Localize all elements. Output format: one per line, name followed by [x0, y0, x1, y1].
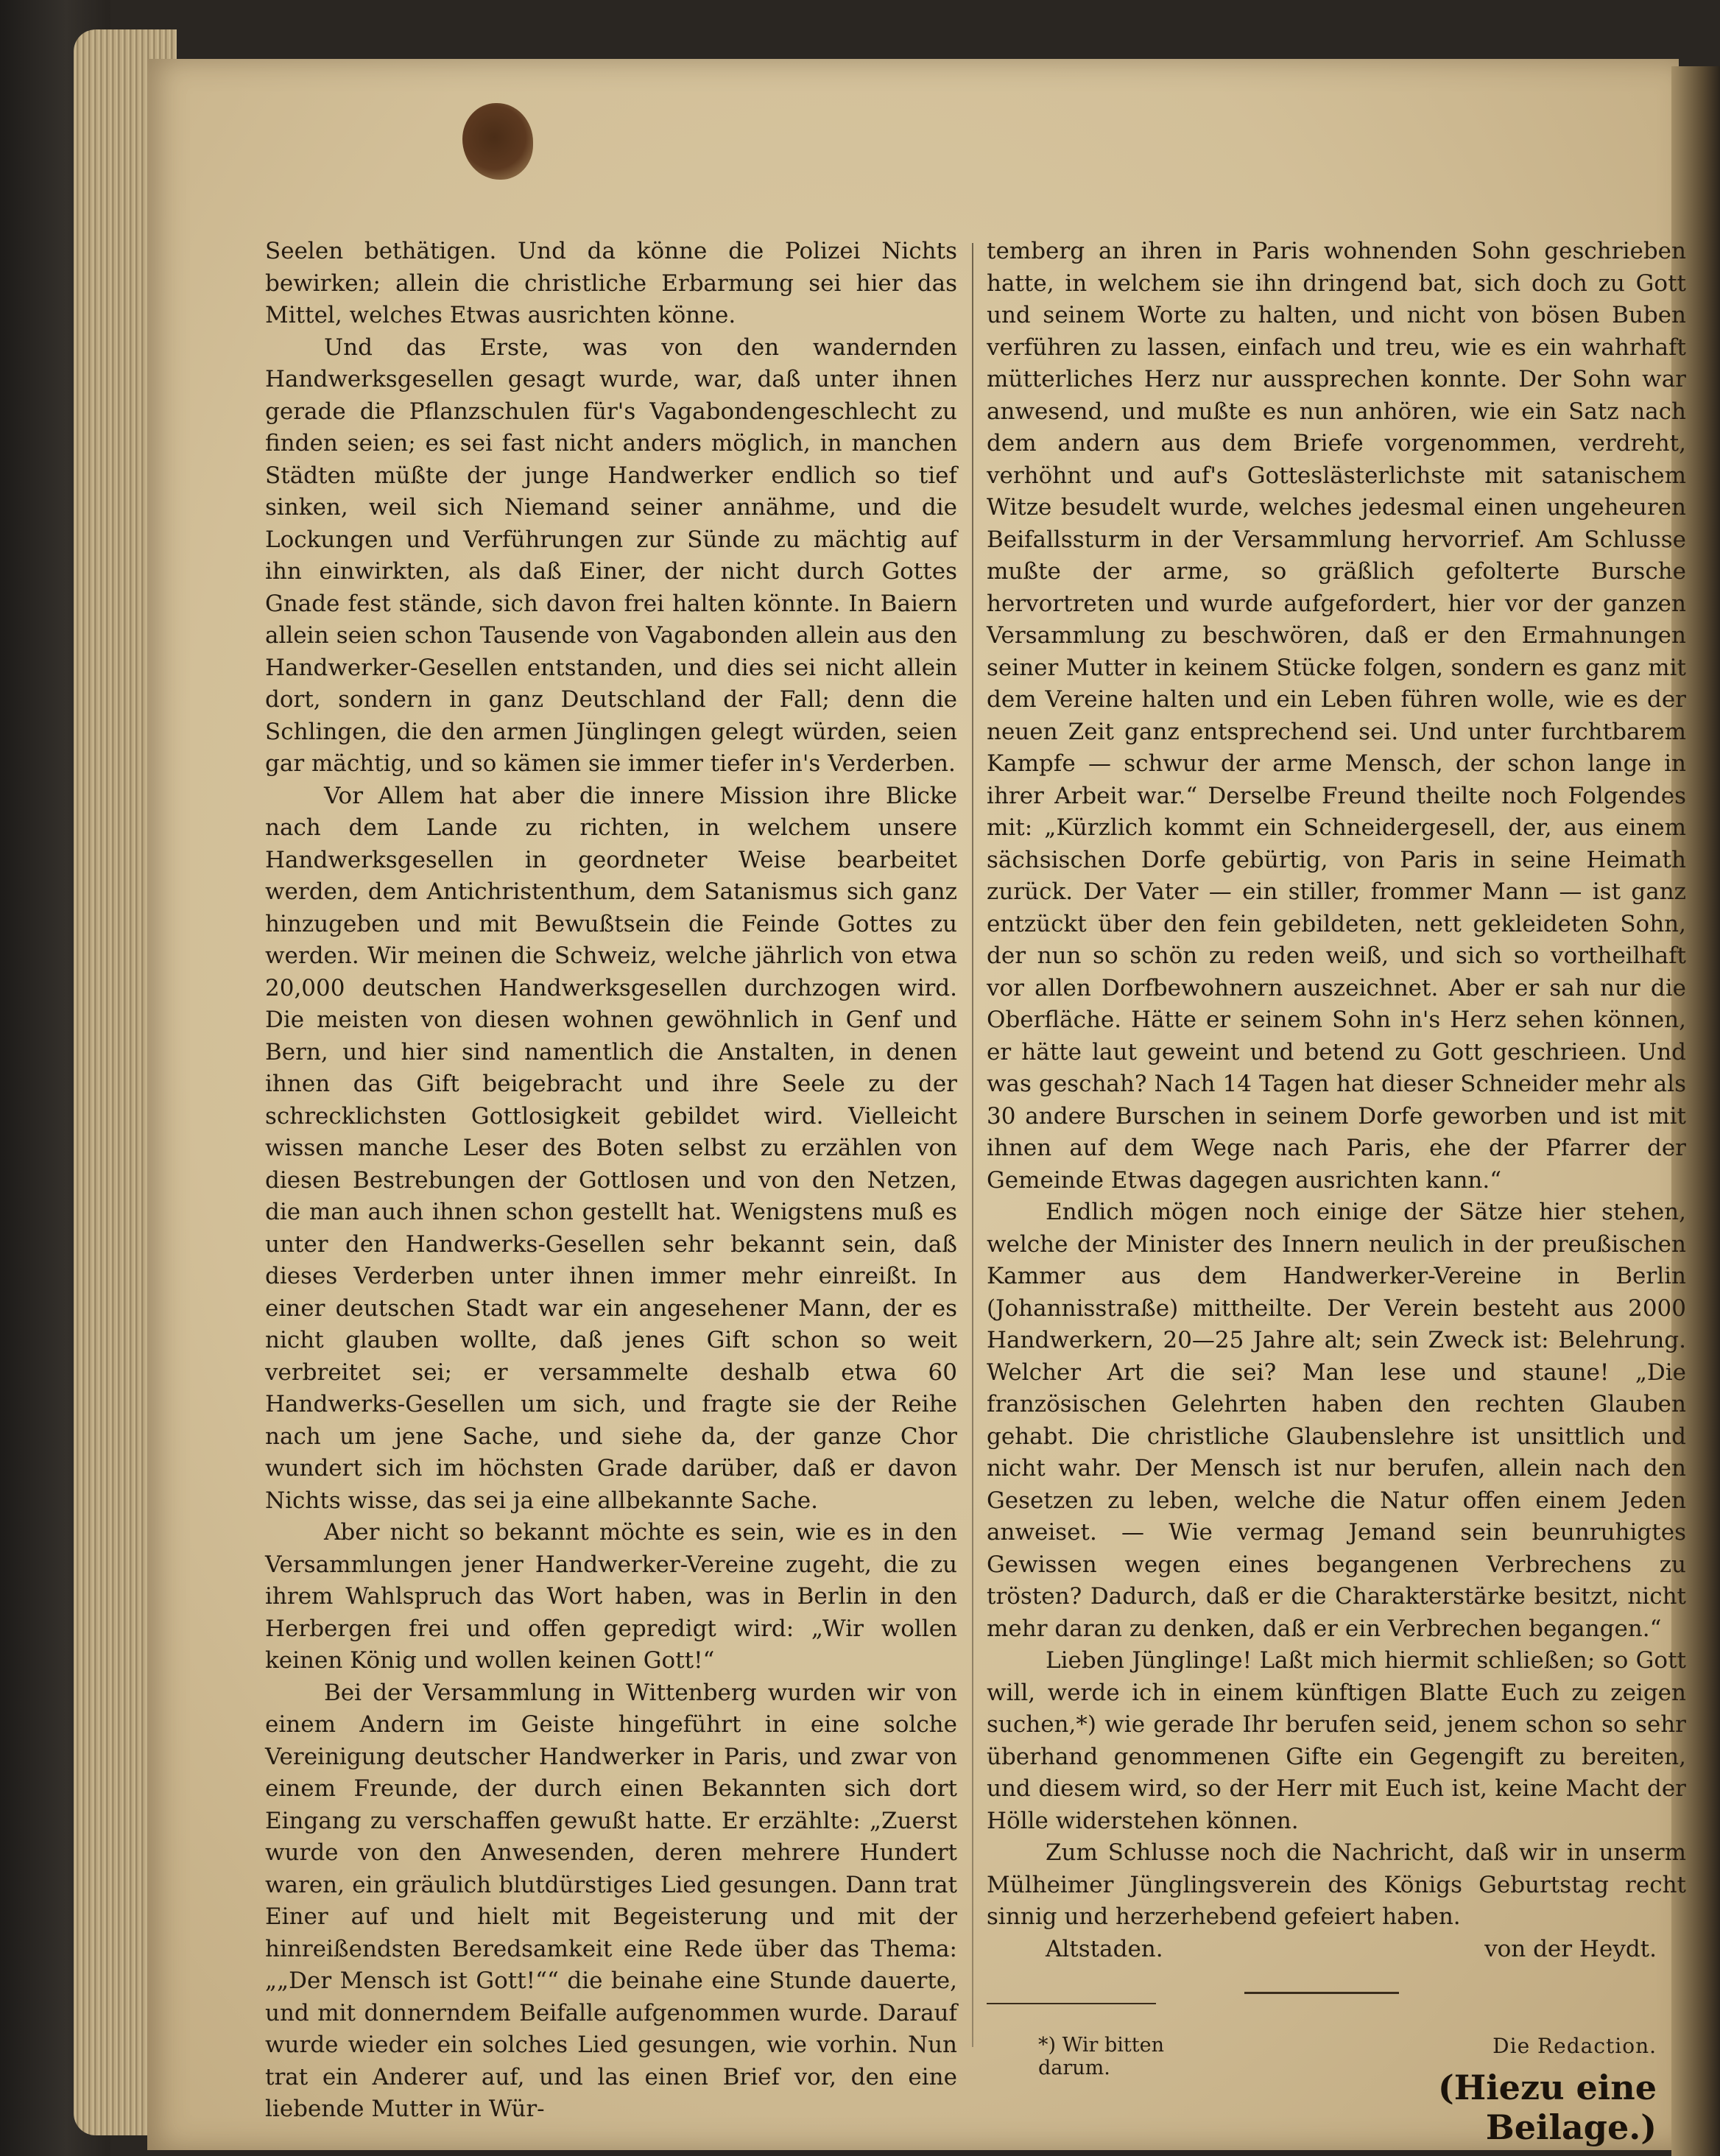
signature-rule	[1244, 1992, 1399, 1994]
right-column	[987, 236, 1686, 2023]
signature-line	[987, 1934, 1686, 1966]
signature-place: Altstaden.	[1046, 1935, 1163, 1962]
footnote-rule	[987, 2003, 1156, 2004]
left-paragraph: Vor Allem hat aber die innere Mission ihre Blicke nach dem Lande zu richten, in welchem unsere Handwerksgesellen in geordneter Weise bearbeitet werden, dem Antichristenthum, dem Satanismus sich ganz hinzugeben und mit Bewußtsein die Feinde Gottes zu werden. Wir meinen die Schweiz, welche jährlich von etwa 20,000 deutschen Handwerksgesellen durchzogen wird. Die meisten von diesen wohnen gewöhnlich in Genf und Bern, und hier sind namentlich die Anstalten, in denen ihnen das Gift beigebracht und ihre Seele zu der schrecklichsten Gottlosigkeit gebildet wird. Vielleicht wissen manche Leser des Boten selbst zu erzählen von diesen Bestrebungen der Gottlosen und von den Netzen, die man auch ihnen schon gestellt hat. Wenigstens muß es unter den Handwerks-Gesellen sehr bekannt sein, daß dieses Verderben unter ihnen immer mehr einreißt. In einer deutschen Stadt war ein angesehener Mann, der es nicht glauben wollte, daß jenes Gift schon so weit verbreitet sei; er versammelte deshalb etwa 60 Handwerks-Gesellen um sich, und fragte sie der Reihe nach um jene Sache, und siehe da, der ganze Chor wundert sich im höchsten Grade darüber, daß er davon Nichts wisse, das sei ja eine allbekannte Sache.	[265, 782, 957, 1514]
right-paragraph: Zum Schlusse noch die Nachricht, daß wir in unserm Mülheimer Jünglingsverein des Königs Geburtstag recht sinnig und herzerhebend gefeiert haben.	[987, 1839, 1686, 1930]
right-paragraph: Endlich mögen noch einige der Sätze hier stehen, welche der Minister des Innern neulich in der preußischen Kammer aus dem Handwerker-Vereine in Berlin (Johannisstraße) mittheilte. Der Verein besteht aus 2000 Handwerkern, 20—25 Jahre alt; sein Zweck ist: Belehrung. Welcher Art die sei? Man lese und staune! „Die französischen Gelehrten haben den rechten Glauben gehabt. Die christliche Glaubenslehre ist unsittlich und nicht wahr. Der Mensch ist nur berufen, allein nach den Gesetzen zu leben, welche die Natur offen einem Jeden anweiset. — Wie vermag Jemand sein beunruhigtes Gewissen wegen eines begangenen Verbrechens zu trösten? Dadurch, daß er die Charakterstärke besitzt, nicht mehr daran zu denken, daß er ein Verbrechen begangen.“	[987, 1199, 1686, 1642]
left-paragraph: Und das Erste, was von den wandernden Handwerksgesellen gesagt wurde, war, daß unter ihnen gerade die Pflanzschulen für's Vagabondengeschlecht zu finden seien; es sei fast nicht anders möglich, in manchen Städten müßte der junge Handwerker endlich so tief sinken, weil sich Niemand seiner annähme, und die Lockungen und Verführungen zur Sünde zu mächtig auf ihn einwirkten, als daß Einer, der nicht durch Gottes Gnade fest stände, sich davon frei halten könnte. In Baiern allein seien schon Tausende von Vagabonden allein aus den Handwerker-Gesellen entstanden, und dies sei nicht allein dort, sondern in ganz Deutschland der Fall; denn die Schlingen, die den armen Jünglingen gelegt würden, seien gar mächtig, und so kämen sie immer tiefer in's Verderben.	[265, 334, 957, 777]
redaction-credit: Die Redaction.	[1492, 2034, 1657, 2058]
left-paragraph: Seelen bethätigen. Und da könne die Polizei Nichts bewirken; allein die christliche Erbarmung sei hier das Mittel, welches Etwas ausrichten könne.	[265, 238, 957, 328]
left-paragraph: Bei der Versammlung in Wittenberg wurden wir von einem Andern im Geiste hingeführt in eine solche Vereinigung deutscher Handwerker in Paris, und zwar von einem Freunde, der durch einen Bekannten sich dort Eingang zu verschaffen gewußt hatte. Er erzählte: „Zuerst wurde von den Anwesenden, deren mehrere Hundert waren, ein gräulich blutdürstiges Lied gesungen. Dann trat Einer auf und hielt mit Begeisterung und mit der hinreißendsten Beredsamkeit eine Rede über das Thema: „„Der Mensch ist Gott!““ die beinahe eine Stunde dauerte, und mit donnerndem Beifalle aufgenommen wurde. Darauf wurde wieder ein solches Lied gesungen, wie vorhin. Nun trat ein Anderer auf, und las einen Brief vor, den eine liebende Mutter in Wür-	[265, 1679, 957, 2122]
right-paragraph: Lieben Jünglinge! Laßt mich hiermit schließen; so Gott will, werde ich in einem künftigen Blatte Euch zu zeigen suchen,*) wie gerade Ihr berufen seid, jenem schon so sehr überhand genommenen Gifte ein Gegengift zu bereiten, und diesem wird, so der Herr mit Euch ist, keine Macht der Hölle widerstehen können.	[987, 1647, 1686, 1834]
column-divider	[972, 243, 973, 2047]
burn-hole-stain	[462, 103, 533, 180]
left-column	[265, 236, 957, 2126]
footnote: *) Wir bitten darum.	[1038, 2034, 1165, 2079]
signature-name: von der Heydt.	[1484, 1935, 1657, 1962]
supplement-note: (Hiezu eine Beilage.)	[1437, 2068, 1657, 2147]
left-paragraph: Aber nicht so bekannt möchte es sein, wie es in den Versammlungen jener Handwerker-Vereine zugeht, die zu ihrem Wahlspruch das Wort haben, was in Berlin in den Herbergen frei und offen gepredigt wird: „Wir wollen keinen König und wollen keinen Gott!“	[265, 1519, 957, 1674]
right-paragraph: temberg an ihren in Paris wohnenden Sohn geschrieben hatte, in welchem sie ihn dringend bat, sich doch zu Gott und seinem Worte zu halten, und nicht von bösen Buben verführen zu lassen, einfach und treu, wie es ein wahrhaft mütterliches Herz nur aussprechen konnte. Der Sohn war anwesend, und mußte es nun anhören, wie ein Satz nach dem andern aus dem Briefe vorgenommen, verdreht, verhöhnt und auf's Gotteslästerlichste mit satanischem Witze besudelt wurde, welches jedesmal einen ungeheuren Beifallssturm in der Versammlung hervorrief. Am Schlusse mußte der arme, so gräßlich gefolterte Bursche hervortreten und wurde aufgefordert, hier vor der ganzen Versammlung zu beschwören, daß er den Ermahnungen seiner Mutter in keinem Stücke folgen, sondern es ganz mit dem Vereine halten und ein Leben führen wolle, wie es der neuen Zeit ganz entsprechend sei. Und unter furchtbarem Kampfe — schwur der arme Mensch, der schon lange in ihrer Arbeit war.“ Derselbe Freund theilte noch Folgendes mit: „Kürzlich kommt ein Schneidergesell, der, aus einem sächsischen Dorfe gebürtig, von Paris in seine Heimath zurück. Der Vater — ein stiller, frommer Mann — ist ganz entzückt über den fein gebildeten, nett gekleideten Sohn, der nun so schön zu reden weiß, und sich so vortheilhaft vor allen Dorfbewohnern auszeichnet. Aber er sah nur die Oberfläche. Hätte er seinem Sohn in's Herz sehen können, er hätte laut geweint und betend zu Gott geschrieen. Und was geschah? Nach 14 Tagen hat dieser Schneider mehr als 30 andere Burschen in seinem Dorfe geworben und ist mit ihnen auf dem Wege nach Paris, ehe der Pfarrer der Gemeinde Etwas dagegen ausrichten kann.“	[987, 238, 1686, 1194]
